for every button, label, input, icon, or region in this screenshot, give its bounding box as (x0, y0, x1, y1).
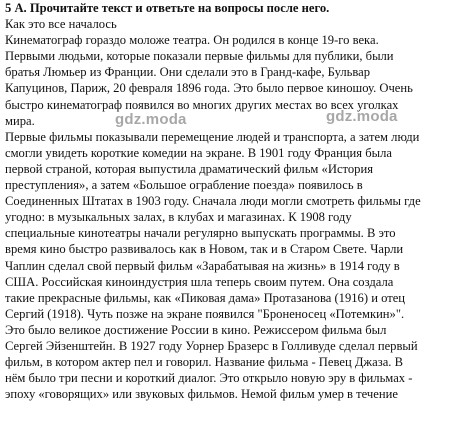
text-line: Как это все началось (5, 17, 117, 32)
watermark-left: gdz.moda (115, 111, 187, 128)
text-line: нём было три песни и короткий диалог. Это открыло новую эру в фильмах - (5, 371, 413, 386)
text-line: Соединенных Штатах в 1903 году. Сначала люди могли смотреть фильмы где (5, 194, 421, 209)
text-line: Первые фильмы показывали перемещение людей и транспорта, а затем люди (5, 129, 420, 144)
text-line: Сергей Эйзенштейн. В 1927 году Уорнер Бразерс в Голливуде сделал первый (5, 338, 418, 353)
text-line: время кино быстро развивалось как в Новом, так и в Старом Свете. Чарли (5, 242, 404, 257)
text-line: быстро кинематограф появился во многих других местах во всех уголках (5, 97, 399, 112)
text-line: Сергий (1918). Чуть позже на экране появился "Броненосец «Потемкин»". (5, 306, 405, 321)
text-line: смогли увидеть короткие комедии на экране. В 1901 году Франция была (5, 145, 392, 160)
text-line: специальные кинотеатры начали регулярно выпускать программы. В это (5, 226, 396, 241)
watermark-right: gdz.moda (326, 108, 398, 125)
text-line: Капуцинов, Париж, 20 февраля 1896 года. Это было первое киношоу. Очень (5, 81, 413, 96)
text-line: мира. (5, 113, 35, 128)
exercise-title: 5 А. Прочитайте текст и ответьте на вопросы после него. (5, 1, 330, 15)
text-line: Чаплин сделал свой первый фильм «Зарабатывая на жизнь» в 1914 году в (5, 258, 400, 273)
text-line: США. Российская киноиндустрия шла теперь своим путем. Она создала (5, 274, 394, 289)
text-line: такие прекрасные фильмы, как «Пиковая дама» Протазанова (1916) и отец (5, 290, 406, 305)
text-line: эпоху «говорящих» или звуковых фильмов. Немой фильм умер в течение (5, 387, 398, 402)
text-line: братья Люмьер из Франции. Они сделали это в Гранд-кафе, Бульвар (5, 65, 371, 80)
text-line: Кинематограф гораздо моложе театра. Он родился в конце 19-го века. (5, 33, 379, 48)
text-line: фильм, в котором актер пел и говорил. Название фильма - Певец Джаза. В (5, 355, 403, 370)
text-line: преступления», а затем «Большое ограбление поезда» появилось в (5, 178, 363, 193)
text-line: Первыми людьми, которые показали первые фильмы для публики, были (5, 49, 394, 64)
text-line: первой страной, которая выпустила драматический фильм «История (5, 161, 373, 176)
text-line: Это было великое достижение России в кино. Режиссером фильма был (5, 322, 387, 337)
text-line: угодно: в музыкальных залах, в клубах и магазинах. К 1908 году (5, 210, 352, 225)
text-page (5, 0, 467, 402)
